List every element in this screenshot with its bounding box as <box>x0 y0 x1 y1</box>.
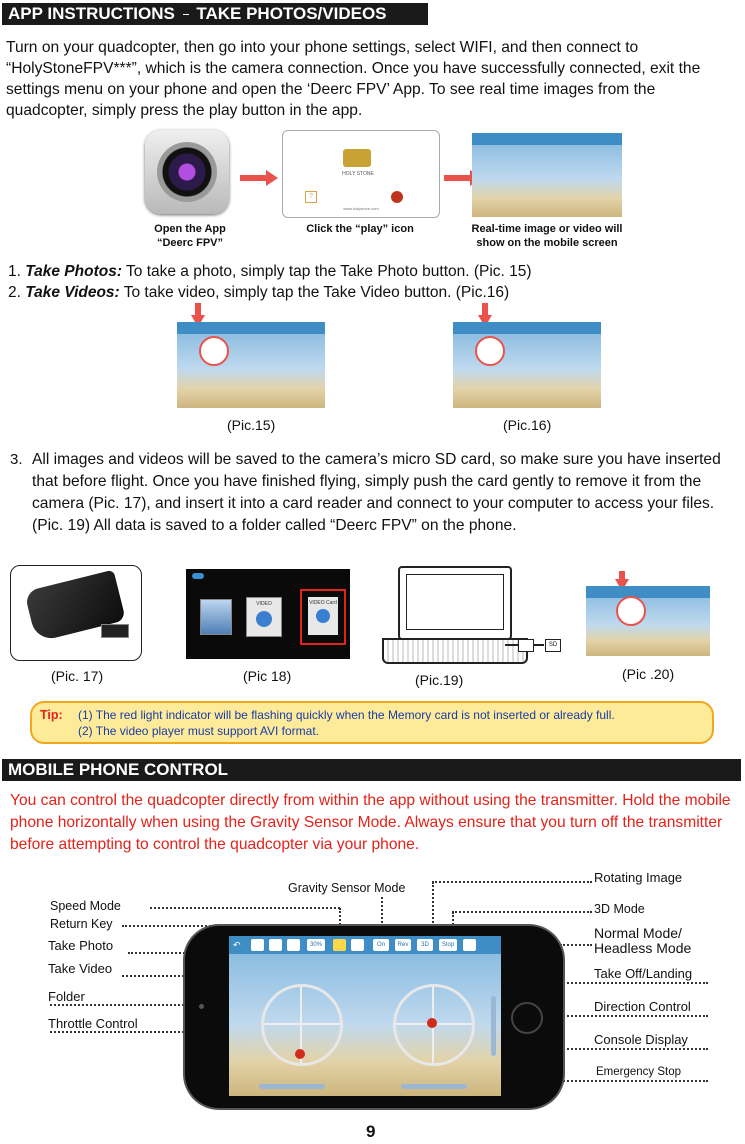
intro-paragraph: Turn on your quadcopter, then go into your phone settings, select WIFI, and then connect to “HolyStoneFPV***”, which is the camera connection. Once you have successfully connected, exit the settings menu on your phone and open the ‘Deerc FPV’ App. To see real time images from the quadcopter, simply press the play button in the app. <box>6 39 701 119</box>
tip-label: Tip: <box>40 708 63 722</box>
leader-take-video <box>122 975 188 977</box>
video-card-folder-label: VIDEO Card <box>309 600 337 606</box>
leader-console <box>548 1048 708 1050</box>
caption-open-app <box>120 222 260 250</box>
pic15-caption: (Pic.15) <box>227 417 276 433</box>
caption-click-play: Click the “play” icon <box>306 223 414 235</box>
brand-text: HOLY STONE <box>342 171 374 177</box>
return-key-button[interactable]: ↶ <box>233 940 241 950</box>
rotating-image-button[interactable] <box>351 939 364 951</box>
step-text: To take video, simply tap the Take Video button. (Pic.16) <box>123 284 510 301</box>
pic20-caption: (Pic .20) <box>622 666 675 682</box>
throttle-knob[interactable] <box>295 1049 305 1059</box>
section-header-app-instructions <box>2 3 428 25</box>
play-disc-icon <box>316 609 330 623</box>
leader-gravity-down <box>381 897 383 927</box>
sd-card-icon: SD <box>545 639 561 652</box>
pic20-toolbar <box>586 586 710 598</box>
laptop-base <box>382 638 528 664</box>
label-throttle-control: Throttle Control <box>48 1016 138 1031</box>
tap-hand-icon <box>475 336 505 366</box>
headless-mode-button[interactable]: Rev <box>395 939 411 951</box>
app-icon <box>145 130 229 214</box>
video-folder-icon[interactable] <box>246 597 282 637</box>
step3-number: 3. <box>10 451 23 468</box>
leader-speed-down <box>339 908 341 928</box>
pic17-caption: (Pic. 17) <box>51 668 104 684</box>
pic15-toolbar <box>177 322 325 334</box>
step-number: 2. <box>8 284 21 301</box>
label-emergency-stop: Emergency Stop <box>596 1066 682 1078</box>
pic16-caption: (Pic.16) <box>503 417 552 433</box>
realtime-toolbar <box>472 133 622 145</box>
folder-button[interactable] <box>287 939 300 951</box>
video-folder-label: VIDEO <box>256 601 272 607</box>
label-return-key: Return Key <box>50 917 113 931</box>
leader-takeoff <box>548 982 708 984</box>
pic15-screen <box>177 322 325 408</box>
section-header-mobile-control: MOBILE PHONE CONTROL <box>2 759 741 781</box>
laptop-screen <box>406 574 504 630</box>
label-speed-mode: Speed Mode <box>50 899 121 913</box>
step-label: Take Videos: <box>25 284 120 301</box>
direction-joystick[interactable] <box>393 984 475 1066</box>
leader-direction <box>548 1015 708 1017</box>
label-take-video: Take Video <box>48 961 113 976</box>
takeoff-landing-button[interactable]: On <box>373 939 389 951</box>
phone-screen <box>229 936 501 1096</box>
section-title-part2: TAKE PHOTOS/VIDEOS <box>196 4 387 23</box>
video-card-folder-icon[interactable] <box>300 589 346 645</box>
throttle-crosshair-h <box>264 1023 340 1025</box>
info-icon: ? <box>305 191 317 203</box>
leader-folder <box>50 1004 188 1006</box>
caption-open-app-line2: “Deerc FPV” <box>156 237 224 249</box>
title-separator <box>183 14 189 15</box>
throttle-joystick[interactable] <box>261 984 343 1066</box>
flow-arrow-2 <box>444 175 472 181</box>
phone-home-button[interactable] <box>511 1002 543 1034</box>
caption-open-app-line1: Open the App <box>154 223 226 235</box>
label-gravity-sensor-mode: Gravity Sensor Mode <box>288 881 406 895</box>
pic16-screen <box>453 322 601 408</box>
pic19-caption: (Pic.19) <box>415 672 464 688</box>
caption-realtime-line2: show on the mobile screen <box>476 237 618 249</box>
tip-line2: (2) The video player must support AVI format. <box>78 724 319 738</box>
page-number: 9 <box>366 1122 376 1141</box>
take-photo-button[interactable] <box>251 939 264 951</box>
leader-3d <box>452 911 592 913</box>
step3-text: All images and videos will be saved to the camera’s micro SD card, so make sure you have inserted that before flight. Once you have finished flying, simply push the card gently to remove it from the camera (Pic. 17), and insert it into a card reader and connect to your computer to access your files.(Pic. 19) All data is saved to a folder called “Deerc FPV” on the phone. <box>32 451 721 534</box>
pic18-caption: (Pic 18) <box>243 668 292 684</box>
speed-mode-button[interactable]: 30% <box>307 939 325 951</box>
trim-slider-bottom-left[interactable] <box>259 1084 325 1089</box>
leader-rotating <box>432 881 592 883</box>
play-disc-icon <box>256 611 272 627</box>
play-icon[interactable] <box>391 191 403 203</box>
caption-realtime <box>452 222 642 250</box>
leader-normal <box>560 944 592 946</box>
leader-speed <box>150 907 340 909</box>
app-splash-screen <box>282 130 440 218</box>
3d-mode-button[interactable]: 3D <box>417 939 433 951</box>
mobile-control-intro: You can control the quadcopter directly from within the app without using the transmitter. Hold the mobile phone horizontally when using the Gravity Sensor Mode. Always ensure that you turn off the transmitter before attempting to control the quadcopter via your phone. <box>10 792 731 853</box>
pic16-toolbar <box>453 322 601 334</box>
leader-emergency <box>548 1080 708 1082</box>
camera-lens-icon <box>157 142 217 202</box>
label-take-photo: Take Photo <box>48 938 114 953</box>
step-take-videos <box>8 283 509 303</box>
label-3d-mode: 3D Mode <box>594 902 645 916</box>
trim-slider-bottom-right[interactable] <box>401 1084 467 1089</box>
back-icon[interactable] <box>192 573 204 579</box>
trim-slider-right[interactable] <box>491 996 496 1056</box>
card-reader-icon <box>518 639 534 652</box>
flow-arrow-1 <box>240 175 268 181</box>
step-number: 1. <box>8 263 21 280</box>
take-video-button[interactable] <box>269 939 282 951</box>
console-display-button[interactable] <box>463 939 476 951</box>
step-label: Take Photos: <box>25 263 122 280</box>
step-text: To take a photo, simply tap the Take Photo button. (Pic. 15) <box>126 263 532 280</box>
label-folder: Folder <box>48 989 85 1004</box>
realtime-screen <box>472 133 622 217</box>
gallery-folder-icon[interactable] <box>200 599 232 635</box>
label-rotating-image: Rotating Image <box>594 870 683 885</box>
tap-hand-icon <box>616 596 646 626</box>
label-takeoff-landing: Take Off/Landing <box>594 966 693 981</box>
label-direction-control: Direction Control <box>594 999 691 1014</box>
app-toolbar <box>229 936 501 954</box>
url-text: www.holystone.com <box>343 206 379 211</box>
pic18-screen <box>186 569 350 659</box>
flow-arrow-1-head <box>266 170 278 186</box>
usb-cable <box>505 644 519 646</box>
holystone-logo <box>343 149 371 167</box>
step-take-photos <box>8 262 532 282</box>
label-console-display: Console Display <box>594 1032 688 1047</box>
direction-knob[interactable] <box>427 1018 437 1028</box>
tip-line1: (1) The red light indicator will be flashing quickly when the Memory card is not inserted or already full. <box>78 708 615 722</box>
emergency-stop-button[interactable]: Stop <box>439 939 457 951</box>
leader-rotating-down <box>432 882 434 927</box>
tap-hand-icon <box>199 336 229 366</box>
label-normal-mode <box>594 926 691 956</box>
pic20-screen <box>586 586 710 656</box>
gravity-sensor-button[interactable] <box>333 939 346 951</box>
label-normal-mode-line1: Normal Mode/ <box>594 925 682 941</box>
sd-card-image <box>101 624 129 638</box>
sd-card-arrow <box>534 644 544 646</box>
section-title-part1: APP INSTRUCTIONS <box>8 4 175 23</box>
video-card-folder-inner <box>308 597 338 635</box>
leader-throttle <box>50 1031 188 1033</box>
caption-realtime-line1: Real-time image or video will <box>471 223 623 235</box>
label-normal-mode-line2: Headless Mode <box>594 940 692 956</box>
laptop-image <box>398 566 512 640</box>
pic17-frame <box>10 565 142 661</box>
tip-box <box>30 701 714 744</box>
phone-body <box>185 926 563 1108</box>
phone-speaker <box>199 1004 204 1009</box>
